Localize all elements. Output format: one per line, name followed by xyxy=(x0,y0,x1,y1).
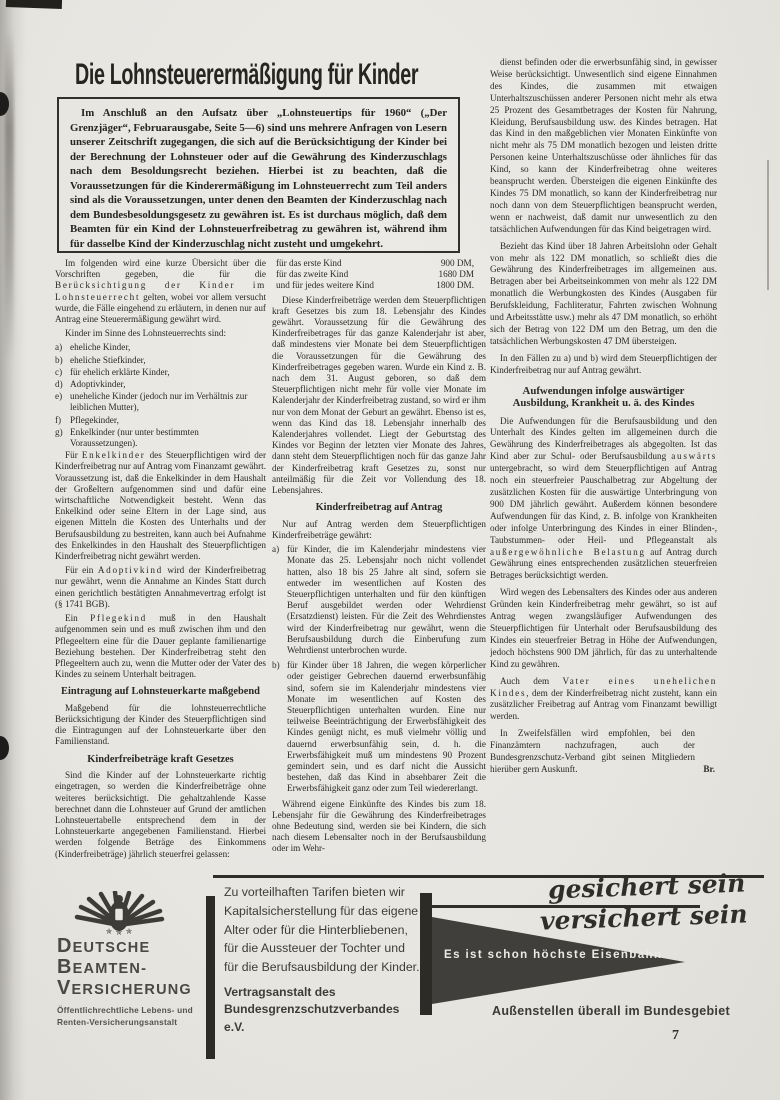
column-3 xyxy=(490,57,717,875)
brand-subtitle: Öffentlichrechtliche Lebens- und Renten-Versicherungsanstalt xyxy=(57,1005,193,1027)
corner-mark xyxy=(6,0,62,9)
body-paragraph: Während eigene Einkünfte des Kindes bis zum 18. Lebensjahr für die Gewährung des Kinderfreibetrages ohne Bedeutung sind, werden sie bei Kindern, die sich nach diesem Lebensalter noch in der Berufsausbildung oder im Wehr- xyxy=(272,798,486,854)
section-heading: Eintragung auf Lohnsteuerkarte maßgebend xyxy=(61,686,260,698)
body-paragraph: Wird wegen des Lebensalters des Kindes oder aus anderen Gründen kein Kinderfreibetrag mehr gewährt, so ist auf Antrag wegen zwangsläufiger Aufwendungen des Steuerpflichtigen für Unterhalt oder Berufsausbildung des Kindes ein steuerfreier Betrag in Höhe der Aufwendungen, jedoch höchstens 900 DM jährlich, für das zu unterhaltende Kind zu gewähren. xyxy=(490,587,717,669)
column-1 xyxy=(55,258,266,900)
scan-smudge xyxy=(5,30,14,360)
list-item: e) uneheliche Kinder (jedoch nur im Verhältnis zur leiblichen Mutter), xyxy=(55,391,248,413)
slogan-script: versichert sein xyxy=(539,899,749,936)
author-initials: Br. xyxy=(703,763,715,774)
list-item: a) eheliche Kinder, xyxy=(55,342,131,353)
body-paragraph: Im folgenden wird eine kurze Übersicht über die Vorschriften gegeben, die für die Berücksichtigung der Kinder im Lohnsteuerrecht gelten, wobei vor allem versucht wurde, die Fälle eingehend zu erläutern, in denen nur auf Antrag eine Steuerermäßigung gewährt wird. xyxy=(55,258,266,325)
eagle-icon xyxy=(67,891,171,935)
advertiser-logo xyxy=(57,891,207,1028)
brand-name-line: VERSICHERUNG xyxy=(57,977,192,999)
banner-text: Es ist schon höchste Eisenbahn xyxy=(444,949,663,961)
body-paragraph: Nur auf Antrag werden dem Steuerpflichtigen Kinderfreibeträge gewährt: xyxy=(272,518,486,540)
list-item: g) Enkelkinder (nur unter bestimmten Voraussetzungen). xyxy=(55,426,199,449)
amount-row: für das zweite Kind 1680 DM xyxy=(276,269,474,280)
page-number: 7 xyxy=(672,1028,679,1043)
section-heading: Kinderfreibetrag auf Antrag xyxy=(315,502,443,514)
brand-name-line: DEUTSCHE xyxy=(57,935,151,957)
body-paragraph: Diese Kinderfreibeträge werden dem Steuerpflichtigen kraft Gesetzes bis zum 18. Lebensjahr des Kindes gewährt. Voraussetzung für die Gewährung des Kinderfreibetrages für das ganze Kalenderjahr ist aber, daß mindestens vier Monate bei dem Steuerpflichtigen die Voraussetzungen für die Gewährung des Kinderfreibetrages gegeben waren. Wurde ein Kind z. B. nach dem 31. August geboren, so daß dem Steuerpflichtigen nicht mehr für volle vier Monate im Kalenderjahr der Kinderfreibetrag zustand, so wird er ihm nur von dem Monat der Geburt an gewährt. Ebenso ist es, wenn das Kind das 18. Lebensjahr innerhalb des Kalenderjahres vollendet. Liegt der Geburtstag des Kindes vor Beginn der letzten vier Monate des Jahres, dann steht dem Steuerpflichtigen noch für das ganze Jahr der Kinderfreibetrag kraft Gesetzes zu, sonst nur anteilmäßig für die Zeit vor Vollendung des 18. Lebensjahres. xyxy=(272,294,486,496)
intro-text: Im Anschluß an den Aufsatz über „Lohnsteuertips für 1960“ („Der Grenzjäger“, Februarausgabe, Seite 5—6) sind uns mehrere Anfragen von Lesern unserer Zeitschrift zugegangen, die sich auf die Berücksichtigung der Kinder bei der Berechnung der Lohnsteuer oder auf die Gewährung des Kinderzuschlags nach dem Besoldungsrecht beziehen. Hierbei ist zu beachten, daß die Voraussetzungen für die Kinderermäßigung im Lohnsteuerrecht zum Teil anders sind als die Voraussetzungen, unter denen den Beamten der Kinderzuschlag nach dem Bundesbesoldungsgesetz zu gewähren ist. Es ist durchaus möglich, daß dem Beamten für ein Kind der Lohnsteuerfreibetrag zu gewähren ist, während ihm für dasselbe Kind der Kinderzuschlag nicht zusteht und umgekehrt. xyxy=(70,107,447,250)
body-paragraph: dienst befinden oder die erwerbsunfähig sind, in gewisser Weise berücksichtigt. Unwesentlich sind eigene Einnahmen des Kindes, die zusammen mit etwaigen Unterhaltszuschüssen anderer Personen nicht mehr als etwa 25 Prozent des Gesamtbetrages der Kosten für Nahrung, Kleidung, Berufsausbildung usw. des Kindes betragen. Hat das Kind in den maßgeblichen vier Monaten Einkünfte von nicht mehr als 75 DM monatlich bezogen und leisten dritte Personen keine Unterhaltszuschüsse oder ähnliches für das Kind, so kann der Kinderfreibetrag ohne weiteres beansprucht werden. Übersteigen die eigenen Einkünfte des Kindes 75 DM monatlich, so kann der Kinderfreibetrag nur noch dann von dem Steuerpflichtigen beansprucht werden, wenn er nachweist, daß damit nur unwesentlich zu den tatsächlichen Aufwendungen für das Kind beigetragen wird. xyxy=(490,57,717,234)
list-item: f) Pflegekinder, xyxy=(55,414,119,425)
svg-text:✯: ✯ xyxy=(125,927,133,935)
amount-row: für das erste Kind 900 DM, xyxy=(276,258,474,268)
column-2 xyxy=(272,258,486,874)
amount-row: und für jedes weitere Kind 1800 DM. xyxy=(276,280,474,291)
ad-body-text: Zu vorteilhaften Tarifen bieten wir Kapitalsicherstellung für das eigene Alter oder für die Hinterbliebenen, für die Aussteuer der Tochter und für die Berufsausbildung der Kinder. xyxy=(224,885,420,975)
intro-box xyxy=(57,97,460,253)
list-item: a) für Kinder, die im Kalenderjahr mindestens vier Monate das 25. Lebensjahr noch nicht vollendet hatten, also 18 bis 25 Jahre alt sind, sofern sie entweder im wesentlichen auf Kosten des Steuerpflichtigen unterhalten und für den künftigen Beruf ausgebildet werden oder Wehrdienst (Ersatzdienst) leisten. Für die Zeit des Wehrdienstes wird der Kinderfreibetrag nur gewährt, wenn die Berufsausbildung durch die Einberufung zum Wehrdienst unterbrochen wurde. xyxy=(272,544,486,655)
page-edge-line xyxy=(767,160,769,290)
body-paragraph: Kinder im Sinne des Lohnsteuerrechts sind: xyxy=(65,328,227,339)
list-item: c) für ehelich erklärte Kinder, xyxy=(55,366,170,377)
body-paragraph: Für ein Adoptivkind wird der Kinderfreibetrag nur gewährt, wenn die Annahme an Kindes Statt durch einen gerichtlich bestätigten Annahmevertrag erfolgt ist (§ 1741 BGB). xyxy=(55,565,266,609)
ad-body xyxy=(224,883,420,1036)
svg-text:✯: ✯ xyxy=(105,927,113,935)
article-title: Die Lohnsteuerermäßigung für Kinder xyxy=(75,58,419,91)
punch-hole xyxy=(0,736,9,760)
brand-name-line: BEAMTEN- xyxy=(57,956,148,978)
list-item: b) für Kinder über 18 Jahren, die wegen körperlicher oder geistiger Gebrechen dauernd erwerbsunfähig sind, sofern sie im Kalenderjahr mindestens vier Monate im wesentlichen auf Kosten des Steuerpflichtigen unterhalten wurden. Eine nur teilweise Beeinträchtigung der Erwerbsfähigkeit des Kindes genügt nicht, es muß vielmehr völlig und dauernd erwerbsunfähig sein, d. h. die Erwerbsfähigkeit muß um mindestens 90 Prozent gemindert sein, und es darf nicht die Aussicht bestehen, daß das Kind in absehbarer Zeit die Erwerbsfähigkeit ganz oder zum Teil wiedererlangt. xyxy=(272,660,486,794)
body-paragraph: In den Fällen zu a) und b) wird dem Steuerpflichtigen der Kinderfreibetrag nur auf Antrag gewährt. xyxy=(490,352,717,375)
list-item: b) eheliche Stiefkinder, xyxy=(55,354,146,365)
ad-vertical-bar xyxy=(420,893,432,1015)
body-paragraph: Bezieht das Kind über 18 Jahren Arbeitslohn oder Gehalt von mehr als 122 DM monatlich, so schließt dies die Gewährung des Kinderfreibetrages im allgemeinen aus. Betragen aber bei Arbeitseinkommen von mehr als 122 DM monatlich die Werbungkosten des Kindes (Ausgaben für Berufskleidung, Fachliteratur, Fahrten zwischen Wohnung und Arbeitsstätte usw.) mehr als 47 DM monatlich, so erhöht sich der Betrag von 122 DM um den Betrag, um den die tatsächlichen Werbungskosten 47 DM übersteigen. xyxy=(490,240,717,346)
slogan-script: gesichert sein xyxy=(547,868,746,905)
svg-text:✯: ✯ xyxy=(115,928,123,935)
ad-vertical-bar xyxy=(206,896,215,1059)
ad-org-line: Vertragsanstalt des Bundesgrenzschutzverbandes e.V. xyxy=(224,984,400,1034)
section-heading: Aufwendungen infolge auswärtiger Ausbildung, Krankheit u. ä. des Kindes xyxy=(512,384,695,410)
body-paragraph: In Zweifelsfällen wird empfohlen, bei den Finanzämtern nachzufragen, auch der Bundesgrenzschutz-Verband gibt seinen Mitgliedern hierüber gern Auskunft. Br. xyxy=(490,728,715,774)
body-paragraph: Die Aufwendungen für die Berufsausbildung und den Unterhalt des Kindes gelten im allgemeinen durch die Gewährung des Kinderfreibetrages als abgegolten. Ist das Kind aber zur Schul- oder Berufsausbildung auswärts untergebracht, so wird dem Steuerpflichtigen auf Antrag noch ein steuerfreier Pauschalbetrag zur Abgeltung der zusätzlichen Kosten für die auswärtige Unterbringung von 900 DM jährlich gewährt. Außerdem können besondere Aufwendungen für das Kind, z. B. infolge von Krankheiten oder infolge Unterbringung des Kindes in einer Blinden-, Taubstummen- oder Heil- und Pflegeanstalt als außergewöhnliche Belastung auf Antrag durch Gewährung eines entsprechenden zusätzlichen steuerfreien Betrages berücksichtigt werden. xyxy=(490,415,717,581)
list-item: d) Adoptivkinder, xyxy=(55,379,126,390)
body-paragraph: Sind die Kinder auf der Lohnsteuerkarte richtig eingetragen, so werden die Kinderfreibeträge ohne weiteres berücksichtigt. Die gehaltzahlende Kasse berechnet dann die Lohnsteuer auf Grund der amtlichen Lohnsteuertabelle entsprechend dem in der Lohnsteuerkarte angegebenen Familienstand. Hierbei werden folgende Beträge des Einkommens (Kinderfreibeträge) jährlich steuerfrei gelassen: xyxy=(55,770,266,859)
body-paragraph: Ein Pflegekind muß in den Haushalt aufgenommen sein und es muß zwischen ihm und den Pflegeeltern eine für die Dauer geplante familienartige Beziehung bestehen. Der Kinderfreibetrag steht den Pflegeeltern auch zu, wenn die Mutter oder der Vater des Kindes zu seinem Unterhalt beitragen. xyxy=(55,613,266,680)
section-heading: Kinderfreibeträge kraft Gesetzes xyxy=(87,753,234,765)
ad-footer-text: Außenstellen überall im Bundesgebiet xyxy=(492,1004,730,1018)
body-paragraph: Auch dem Vater eines unehelichen Kindes, dem der Kinderfreibetrag nicht zusteht, kann ein zusätzlicher Freibetrag auf Antrag vom Finanzamt bewilligt werden. xyxy=(490,675,717,722)
body-paragraph: Maßgebend für die lohnsteuerrechtliche Berücksichtigung der Kinder des Steuerpflichtigen sind die Eintragungen auf der Lohnsteuerkarte über den Familienstand. xyxy=(55,702,266,747)
body-paragraph: Für Enkelkinder des Steuerpflichtigen wird der Kinderfreibetrag nur auf Antrag vom Finanzamt gewährt. Voraussetzung ist, daß die Enkelkinder in dem Haushalt der Großeltern aufgenommen sind und dafür eine wirtschaftliche Notwendigkeit besteht. Wenn das Enkelkind oder seine Eltern in der Lage sind, aus eigenen Mitteln die Kosten des Unterhalts und der Berufsausbildung zu bestreiten, kann auch bei Aufnahme des Enkelkindes in den Haushalt des Steuerpflichtigen Kinderfreibetrag nicht gewährt werden. xyxy=(55,450,266,562)
